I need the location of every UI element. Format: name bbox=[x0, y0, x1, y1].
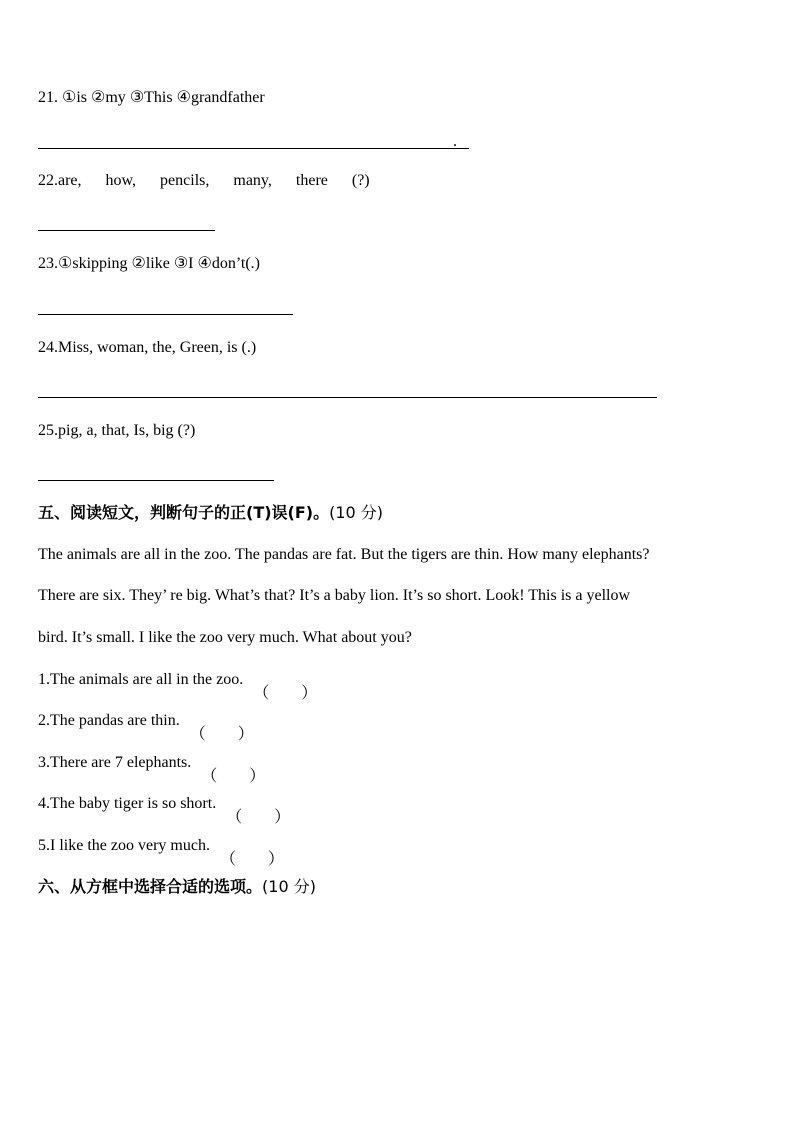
tf-item-text: 3.There are 7 elephants. bbox=[38, 754, 192, 771]
tf-item-text: 1.The animals are all in the zoo. bbox=[38, 671, 244, 688]
tf-item-3: 3.There are 7 elephants. （ ） bbox=[38, 754, 266, 785]
answer-line[interactable] bbox=[38, 397, 657, 398]
section-5-heading bbox=[38, 502, 383, 524]
word: ④don’t bbox=[197, 255, 246, 272]
word: are, bbox=[58, 172, 82, 189]
section-title: 六、从方框中选择合适的选项。 bbox=[38, 877, 263, 896]
question-22 bbox=[38, 171, 390, 191]
question-text: pig, a, that, Is, big (?) bbox=[58, 422, 196, 439]
end-mark: . bbox=[453, 133, 457, 150]
question-number: 21. bbox=[38, 89, 58, 106]
tf-item-text: 2.The pandas are thin. bbox=[38, 712, 180, 729]
tf-item-2: 2.The pandas are thin. （ ） bbox=[38, 712, 254, 743]
word: pencils, bbox=[160, 172, 210, 189]
punctuation-hint: (.) bbox=[245, 255, 260, 272]
word: ③This bbox=[129, 89, 173, 106]
section-title: 五、阅读短文，判断句子的正(T)误(F)。 bbox=[38, 503, 330, 522]
word: how, bbox=[105, 172, 137, 189]
answer-line[interactable] bbox=[38, 148, 469, 149]
word: ②like bbox=[131, 255, 170, 272]
section-score: (10 分) bbox=[262, 877, 316, 896]
word: ①skipping bbox=[58, 255, 128, 272]
section-score: (10 分) bbox=[329, 503, 384, 522]
question-number: 22. bbox=[38, 172, 58, 189]
answer-line[interactable] bbox=[38, 230, 215, 231]
word: ③I bbox=[173, 255, 194, 272]
word: there bbox=[295, 172, 328, 189]
passage-line: The animals are all in the zoo. The pandas are fat. But the tigers are thin. How many elephants? bbox=[38, 546, 650, 563]
word: ①is bbox=[62, 89, 88, 106]
tf-item-1: 1.The animals are all in the zoo. （ ） bbox=[38, 671, 318, 702]
word: many, bbox=[233, 172, 272, 189]
question-text: Miss, woman, the, Green, is (.) bbox=[58, 339, 257, 356]
tf-item-text: 5.I like the zoo very much. bbox=[38, 837, 210, 854]
passage-line: bird. It’s small. I like the zoo very much. What about you? bbox=[38, 629, 412, 646]
answer-line[interactable] bbox=[38, 480, 274, 481]
section-6-heading bbox=[38, 876, 316, 898]
punctuation-hint: (?) bbox=[351, 172, 370, 189]
question-number: 25. bbox=[38, 422, 58, 439]
question-23 bbox=[38, 254, 260, 274]
passage-line: There are six. They’ re big. What’s that? It’s a baby lion. It’s so short. Look! This is a yellow bbox=[38, 587, 631, 604]
question-24 bbox=[38, 338, 256, 358]
tf-item-5: 5.I like the zoo very much. （ ） bbox=[38, 837, 284, 868]
question-21 bbox=[38, 88, 265, 108]
tf-item-4: 4.The baby tiger is so short. （ ） bbox=[38, 795, 291, 826]
question-number: 24. bbox=[38, 339, 58, 356]
question-number: 23. bbox=[38, 255, 58, 272]
tf-item-text: 4.The baby tiger is so short. bbox=[38, 795, 217, 812]
answer-line[interactable] bbox=[38, 314, 293, 315]
word: ②my bbox=[91, 89, 126, 106]
word: ④grandfather bbox=[176, 89, 265, 106]
question-25 bbox=[38, 421, 195, 441]
